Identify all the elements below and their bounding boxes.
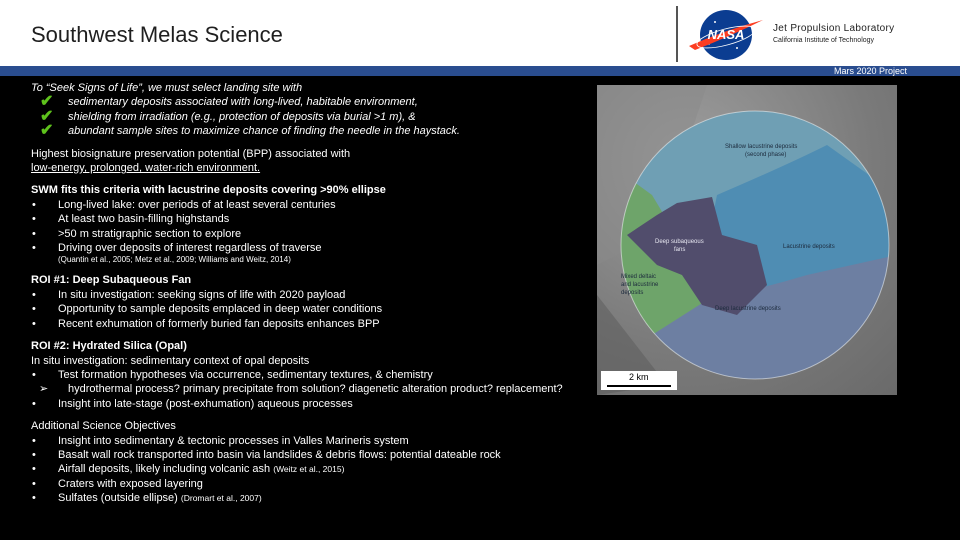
scale-bar: [601, 371, 677, 390]
additional-bullet: [31, 491, 601, 505]
bullet-text: Test formation hypotheses via occurrence, sedimentary textures, & chemistry: [58, 368, 433, 381]
swm-reference: (Quantin et al., 2005; Metz et al., 2009; Williams and Weitz, 2014): [58, 255, 291, 265]
bullet-icon: •: [32, 434, 36, 447]
checklist-text: abundant sample sites to maximize chance of finding the needle in the haystack.: [68, 125, 460, 138]
roi2-sub-bullet: [31, 382, 601, 396]
nasa-logo-star: [736, 47, 738, 49]
swm-bullet: [31, 212, 601, 226]
bullet-icon: •: [32, 198, 36, 211]
roi1-bullet: [31, 302, 601, 316]
map-label: and lacustrine: [621, 282, 659, 288]
bullet-text: Opportunity to sample deposits emplaced in deep water conditions: [58, 303, 383, 316]
bullet-text: >50 m stratigraphic section to explore: [58, 227, 242, 240]
map-label: Deep subaqueous: [655, 239, 704, 245]
bullet-text: Sulfates (outside ellipse): [58, 492, 178, 505]
map-label: Lacustrine deposits: [783, 244, 835, 250]
bullet-icon: •: [32, 397, 36, 410]
slide-body: [31, 81, 601, 506]
map-label: (second phase): [745, 152, 787, 158]
bullet-icon: •: [32, 368, 36, 381]
bullet-icon: •: [32, 227, 36, 240]
additional-heading: Additional Science Objectives: [31, 420, 176, 433]
bullet-text: Recent exhumation of formerly buried fan deposits enhances BPP: [58, 317, 380, 330]
bullet-text: Insight into late-stage (post-exhumation) aqueous processes: [58, 397, 353, 410]
arrow-bullet-icon: ➢: [39, 383, 49, 396]
additional-bullet: [31, 448, 601, 462]
roi2-bullet: [31, 397, 601, 411]
bullet-text: Driving over deposits of interest regardless of traverse: [58, 242, 322, 255]
additional-bullet: [31, 434, 601, 448]
map-label: Shallow lacustrine deposits: [725, 144, 798, 150]
map-label: deposits: [621, 290, 644, 296]
bullet-icon: •: [32, 477, 36, 490]
nasa-logo-star: [714, 21, 716, 23]
additional-bullet: [31, 477, 601, 491]
checklist-item: [31, 107, 601, 125]
intro-lead: To “Seek Signs of Life”, we must select landing site with: [31, 82, 303, 94]
roi1-bullet: [31, 288, 601, 302]
bullet-icon: •: [32, 213, 36, 226]
bullet-text: In situ investigation: seeking signs of life with 2020 payload: [58, 288, 346, 301]
roi2-intro: In situ investigation: sedimentary context of opal deposits: [31, 354, 310, 367]
scale-label: 2 km: [629, 372, 649, 382]
geologic-map-svg: [597, 85, 897, 395]
bullet-icon: •: [32, 317, 36, 330]
bpp-line-2: low-energy, prolonged, water-rich environment.: [31, 162, 261, 175]
checkmark-icon: ✔: [40, 122, 54, 140]
checklist-item: [31, 95, 601, 109]
slide-header: [0, 0, 960, 66]
header-divider: [676, 6, 678, 62]
roi1-heading: ROI #1: Deep Subaqueous Fan: [31, 274, 192, 287]
bullet-icon: •: [32, 288, 36, 301]
bullet-text: Insight into sedimentary & tectonic processes in Valles Marineris system: [58, 434, 409, 447]
citation: (Weitz et al., 2015): [273, 464, 345, 475]
roi2-heading: ROI #2: Hydrated Silica (Opal): [31, 340, 187, 353]
bullet-text: hydrothermal process? primary precipitate from solution? diagenetic alteration product? replacement?: [68, 383, 563, 396]
bullet-icon: •: [32, 492, 36, 505]
map-label: Deep lacustrine deposits: [715, 306, 781, 312]
swm-heading: SWM fits this criteria with lacustrine deposits covering >90% ellipse: [31, 184, 386, 197]
swm-bullet: [31, 227, 601, 241]
roi2-bullet: [31, 368, 601, 382]
bpp-line-1: Highest biosignature preservation potential (BPP) associated with: [31, 147, 351, 160]
nasa-logo: [685, 8, 767, 62]
checkmark-icon: ✔: [40, 93, 54, 111]
roi1-bullet: [31, 317, 601, 331]
header-banner: [0, 66, 960, 76]
swm-bullet: [31, 241, 601, 255]
scale-line: [607, 385, 671, 387]
additional-bullet: [31, 462, 601, 476]
nasa-logo-text: NASA: [707, 27, 745, 42]
map-label: Mixed deltaic: [621, 274, 657, 280]
slide-title: Southwest Melas Science: [31, 22, 283, 47]
geologic-map: [597, 85, 897, 395]
checklist-text: shielding from irradiation (e.g., protection of deposits via burial >1 m), &: [68, 110, 416, 123]
checkmark-icon: ✔: [40, 107, 54, 125]
jpl-name: Jet Propulsion Laboratory: [773, 23, 895, 34]
bullet-icon: •: [32, 242, 36, 255]
bullet-text: Long-lived lake: over periods of at least several centuries: [58, 198, 336, 211]
swm-bullet: [31, 198, 601, 212]
checklist-text: sedimentary deposits associated with long-lived, habitable environment,: [68, 96, 418, 109]
bullet-icon: •: [32, 463, 36, 476]
bullet-icon: •: [32, 303, 36, 316]
citation: (Dromart et al., 2007): [180, 493, 262, 504]
checklist-item: [31, 124, 601, 138]
bullet-text: Craters with exposed layering: [58, 477, 203, 490]
project-label: Mars 2020 Project: [833, 66, 907, 76]
map-label: fans: [674, 247, 686, 253]
bullet-icon: •: [32, 448, 36, 461]
bullet-text: Airfall deposits, likely including volcanic ash: [58, 463, 271, 476]
caltech-name: California Institute of Technology: [773, 37, 875, 44]
bullet-text: Basalt wall rock transported into basin via landslides & debris flows: potential dateable rock: [58, 448, 501, 461]
bullet-text: At least two basin-filling highstands: [58, 213, 230, 226]
